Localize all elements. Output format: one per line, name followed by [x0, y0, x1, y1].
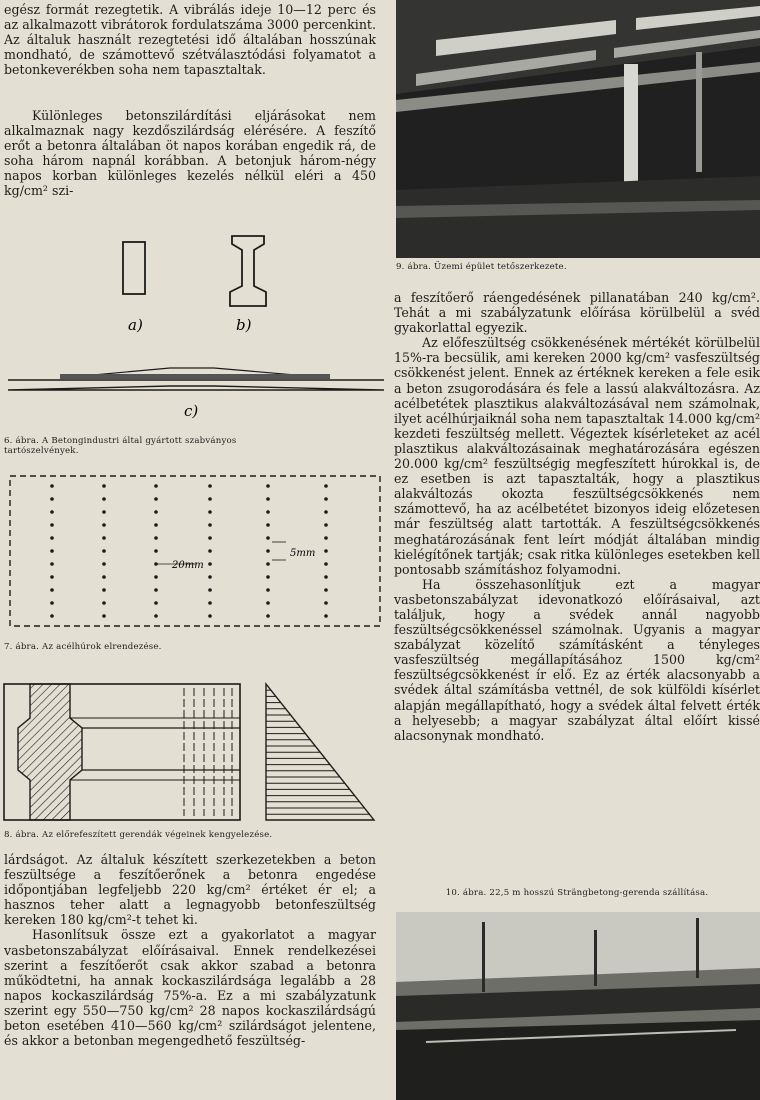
figure-6-label-c: c) [184, 402, 199, 420]
tendon-dot [50, 601, 54, 605]
tendon-dot [154, 575, 158, 579]
tendon-dot [266, 601, 270, 605]
left-column-lower [4, 852, 376, 1048]
stirrups [184, 688, 232, 816]
tendon-dot [266, 614, 270, 618]
tendon-dot [50, 549, 54, 553]
tendon-dot [102, 497, 106, 501]
right-column [394, 290, 760, 743]
tendon-dot [324, 536, 328, 540]
tendon-dot [324, 588, 328, 592]
figure-6-caption: 6. ábra. A Betongindustri által gyártott szabványos tartószelvények. [4, 436, 237, 456]
hatched-end-block [18, 684, 82, 820]
figure-7-caption: 7. ábra. Az acélhúrok elrendezése. [4, 642, 162, 652]
tendon-dot [208, 588, 212, 592]
tendon-dot [324, 562, 328, 566]
body-paragraph: Az előfeszültség csökkenésének mértékét körülbelül 15%-ra becsülik, ami kereken 2000 kg/cm² vasfeszültség csökkenést jelent. Ennek az értéknek kereken a fele esik a beton zsugorodására és fele a lassú alakváltozásra. Az acélbetétek plasztikus alakváltozásával nem számolnak, ilyet acélhúrjaiknál soha nem tapasztaltak 14.000 kg/cm² kezdeti feszültség mellett. Végeztek kísérleteket az acél plasztikus alakváltozásainak meghatározására egészen 20.000 kg/cm² feszültségig megfeszített húrokkal is, de ez esetben is azt tapasztalták, hogy a plasztikus alakváltozás okozta feszültségcsökkenés nem számottevő, ha az acélbetétet bizonyos ideig előzetesen már feszültség alatt tartották. A feszültségcsökkenés meghatározásának fent leírt módját általában mindig kielégítőnek tartják; csak ritka különleges esetekben kell pontosabb számításhoz folyamodni. [394, 335, 760, 577]
i-beam-section-shape [230, 236, 266, 306]
figure-6-label-b: b) [236, 316, 252, 334]
rectangular-section-shape [123, 242, 145, 294]
tendon-dot [208, 601, 212, 605]
tendon-dot [266, 484, 270, 488]
figure-6-label-a: a) [128, 316, 143, 334]
tendon-dot [102, 536, 106, 540]
figure-10-photo [396, 912, 760, 1100]
tendon-dot [208, 536, 212, 540]
tendon-dot [102, 588, 106, 592]
tendon-dot [324, 601, 328, 605]
figure-7-drawing [0, 472, 385, 632]
tendon-dot [102, 523, 106, 527]
tendon-dot [50, 536, 54, 540]
tendon-dot [50, 588, 54, 592]
tendon-dot [266, 588, 270, 592]
body-paragraph: Hasonlítsuk össze ezt a gyakorlatot a magyar vasbetonszabályzat előírásaival. Ennek rendelkezései szerint a feszítőerőt csak akkor szabad a betonra működtetni, ha annak kockaszilárdsága legalább a 28 napos kockaszilárdság 75%-a. Ez a mi szabályzatunk szerint egy 550—750 kg/cm² 28 napos kockaszilárdságú beton esetében 410—560 kg/cm² szilárdságot jelentene, és akkor a betonban megengedhető feszültség- [4, 927, 376, 1049]
body-paragraph: egész formát rezegtetik. A vibrálás ideje 10—12 perc és az alkalmazott vibrátorok fordulatszáma 3000 percenkint. Az általuk használt rezegtetési idő általában hosszúnak mondható, de számottevő szétválasztódási folyamatot a betonkeverékben soha nem tapasztaltak. [4, 2, 376, 78]
tendon-dot [50, 523, 54, 527]
tendon-dot [50, 510, 54, 514]
tendon-dot [208, 562, 212, 566]
figure-10-caption: 10. ábra. 22,5 m hosszú Strängbetong-gerenda szállítása. [445, 888, 709, 898]
tendon-dot [154, 588, 158, 592]
body-paragraph: Ha összehasonlítjuk ezt a magyar vasbetonszabályzat idevonatkozó előírásaival, azt találjuk, hogy a svédek annál nagyobb feszültségcsökkenéssel számolnak. Ugyanis a magyar szabályzat közelítő számításként a tényleges vasfeszültség megállapításához 1500 kg/cm² feszültségcsökkenést ír elő. Ez az érték alacsonyabb a svédek által számításba vettnél, de sok külföldi kísérlet alapján megállapítható, hogy a svédek által felvett érték a helyesebb; a magyar szabályzat által előírt kissé alacsonynak mondható. [394, 576, 760, 743]
tendon-dot [102, 614, 106, 618]
tendon-dots [50, 484, 328, 618]
tendon-dot [208, 510, 212, 514]
tendon-dot [102, 510, 106, 514]
beam-profile-shape [8, 386, 384, 390]
figure-8-caption: 8. ábra. Az előrefeszített gerendák végeinek kengyelezése. [4, 830, 273, 840]
tendon-dot [102, 562, 106, 566]
body-paragraph: lárdságot. Az általuk készített szerkezetekben a beton feszültsége a feszítőerőnek a betonra engedése időpontjában legfeljebb 220 kg/cm² értéket ér el; a hasznos teher alatt a legnagyobb betonfeszültség kereken 180 kg/cm²-t tehet ki. [4, 852, 376, 928]
tendon-dot [208, 614, 212, 618]
tendon-dot [324, 523, 328, 527]
tendon-dot [208, 523, 212, 527]
tendon-dot [50, 497, 54, 501]
tendon-dot [154, 497, 158, 501]
tendon-dot [154, 614, 158, 618]
figure-9-caption: 9. ábra. Üzemi épület tetőszerkezete. [396, 262, 567, 272]
tendon-dot [324, 549, 328, 553]
tendon-dot [324, 575, 328, 579]
tendon-dot [208, 484, 212, 488]
tendon-dot [50, 562, 54, 566]
figure-6-drawing [0, 228, 390, 428]
tendon-dot [102, 484, 106, 488]
tendon-shape [60, 374, 330, 379]
tendon-dot [102, 575, 106, 579]
tendon-dot [324, 510, 328, 514]
tendon-dot [266, 523, 270, 527]
tendon-dot [154, 523, 158, 527]
figure-9-photo [396, 0, 760, 258]
tendon-dot [266, 536, 270, 540]
tendon-dot [50, 484, 54, 488]
tendon-dot [266, 575, 270, 579]
body-paragraph: Különleges betonszilárdítási eljárásokat nem alkalmaznak nagy kezdőszilárdság elérésére. A feszítő erőt a betonra általában öt napos korában engedik rá, de soha három napnál korábban. A betonjuk három-négy napos korban különleges kezelés nélkül eléri a 450 kg/cm² szi- [4, 108, 376, 199]
dimension-20mm: 20mm [172, 560, 204, 571]
tendon-dot [266, 549, 270, 553]
tendon-dot [266, 562, 270, 566]
tendon-dot [266, 510, 270, 514]
tendon-dot [154, 536, 158, 540]
tendon-dot [208, 497, 212, 501]
tendon-dot [324, 484, 328, 488]
tendon-dot [102, 549, 106, 553]
figure-8-drawing [0, 676, 385, 826]
tendon-dot [154, 510, 158, 514]
tendon-dot [208, 575, 212, 579]
tendon-dot [154, 484, 158, 488]
tendon-dot [324, 614, 328, 618]
dimension-5mm: 5mm [290, 548, 316, 559]
tendon-dot [324, 497, 328, 501]
tendon-dot [208, 549, 212, 553]
tendon-dot [266, 497, 270, 501]
tendon-dot [154, 549, 158, 553]
tendon-dot [50, 575, 54, 579]
tendon-dot [154, 601, 158, 605]
tendon-dot [50, 614, 54, 618]
tendon-dot [102, 601, 106, 605]
body-paragraph: a feszítőerő ráengedésének pillanatában 240 kg/cm². Tehát a mi szabályzatunk előírása körülbelül a svéd gyakorlattal egyezik. [394, 290, 760, 336]
